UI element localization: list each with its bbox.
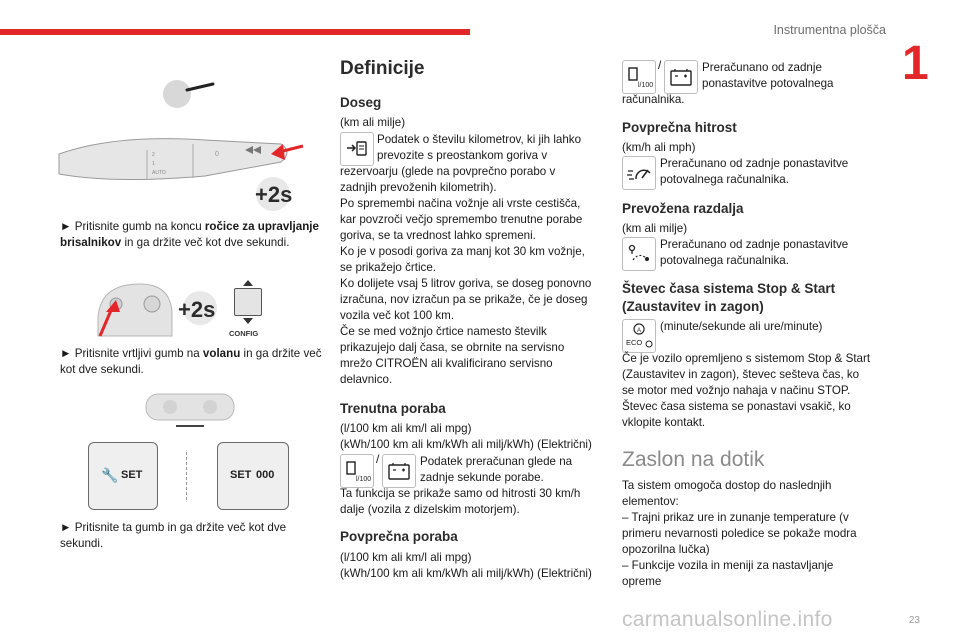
distance-desc2: potovalnega računalnika. — [660, 254, 789, 267]
instrument-cluster-illustration — [140, 390, 240, 430]
average-speed-heading: Povprečna hitrost — [622, 120, 737, 135]
average-speed-desc1: Preračunano od zadnje ponastavitve — [660, 157, 849, 170]
chapter-number: 1 — [902, 37, 929, 90]
stop-start-heading-1: Števec časa sistema Stop & Start — [622, 281, 836, 296]
section-title: Instrumentna plošča — [773, 23, 886, 37]
stop-start-unit: (minute/sekunde ali ure/minute) — [660, 320, 823, 333]
hold-2s-badge-b: +2s — [178, 297, 216, 322]
page-number: 23 — [908, 615, 920, 626]
wiper-stalk-illustration — [55, 72, 315, 212]
average-speed-unit: (km/h ali mph) — [622, 141, 696, 154]
steering-hub-shape — [163, 80, 191, 108]
arrow-up-icon — [243, 280, 253, 286]
svg-text:AUTO: AUTO — [152, 170, 166, 176]
svg-text:l/100: l/100 — [638, 82, 654, 89]
instruction-set-button: ► Pritisnite ta gumb in ga držite več kot dve sekundi. — [60, 521, 287, 550]
average-consumption-heading: Povprečna poraba — [340, 529, 458, 544]
set-000-display-illustration: SET 000 — [217, 442, 289, 510]
distance-desc1: Preračunano od zadnje ponastavitve — [660, 238, 849, 251]
instant-consumption-body: Ta funkcija se prikaže samo od hitrosti 30 km/h dalje (vozila z dizelskim motorjem). — [340, 487, 581, 516]
speedometer-icon — [622, 156, 656, 190]
fuel-per-100-icon — [622, 60, 656, 94]
battery-icon — [664, 60, 698, 94]
range-desc-line2: prevozite s preostankom goriva v — [377, 149, 548, 162]
avg-consumption-desc2: ponastavitve potovalnega — [702, 77, 834, 90]
fuel-per-100-icon — [340, 454, 374, 488]
icon-separator: / — [658, 58, 662, 72]
config-button-illustration — [233, 280, 263, 328]
range-icon — [340, 132, 374, 166]
touchscreen-heading: Zaslon na dotik — [622, 448, 765, 471]
instruction-steering: ► Pritisnite vrtljivi gumb na volanu in ga držite več kot dve sekundi. — [60, 347, 322, 376]
header-accent-bar — [0, 29, 470, 35]
instant-consumption-desc2: zadnje sekunde porabe. — [420, 471, 544, 484]
average-consumption-unit2: (kWh/100 km ali km/kWh ali milj/kWh) (Električni) — [340, 567, 592, 580]
icon-separator: / — [376, 452, 380, 466]
stop-start-body: Če je vozilo opremljeno s sistemom Stop & Start (Zaustavitev in zagon), števec sešteva čas, ko se motor med vožnjo nahaja v načinu STOP. Števec časa sistema se ponastavi vsakič, ko vklopite kontakt. — [622, 352, 871, 429]
stop-start-timer-icon — [622, 319, 656, 353]
instant-consumption-unit1: (l/100 km ali km/l ali mpg) — [340, 422, 472, 435]
arrow-down-icon — [243, 318, 253, 324]
average-consumption-unit1: (l/100 km ali km/l ali mpg) — [340, 551, 472, 564]
svg-text:l/100: l/100 — [356, 476, 372, 483]
average-speed-desc2: potovalnega računalnika. — [660, 173, 789, 186]
instant-consumption-unit2: (kWh/100 km ali km/kWh ali milj/kWh) (Električni) — [340, 438, 592, 451]
distance-heading: Prevožena razdalja — [622, 201, 744, 216]
wrench-icon: 🔧 — [101, 467, 119, 483]
stop-start-heading-2: (Zaustavitev in zagon) — [622, 299, 764, 314]
config-label: CONFIG — [229, 329, 259, 338]
instruction-wiper: ► Pritisnite gumb na koncu ročice za upravljanje brisalnikov in ga držite več kot dve sekundi. — [60, 220, 319, 249]
svg-text:A: A — [637, 328, 642, 334]
svg-text:2: 2 — [152, 152, 155, 158]
range-desc-line1: Podatek o številu kilometrov, ki jih lahko — [377, 133, 582, 146]
watermark: carmanualsonline.info — [622, 608, 833, 631]
svg-text:1: 1 — [152, 161, 155, 167]
distance-unit: (km ali milje) — [622, 222, 688, 235]
range-heading: Doseg — [340, 95, 382, 110]
eco-label: ECO — [626, 338, 643, 347]
range-unit: (km ali milje) — [340, 116, 406, 129]
avg-consumption-desc3: računalnika. — [622, 93, 685, 106]
divider — [186, 452, 188, 500]
instant-consumption-desc1: Podatek preračunan glede na — [420, 455, 573, 468]
battery-icon — [382, 454, 416, 488]
range-desc-body: rezervoarju (glede na povprečno porabo v zadnjih prevoženih kilometrih). Po spremembi načina vožnje ali vrste cestišča, kar povzroči večjo spremembo trenutne porabe goriva, se ta vrednost lahko spremeni. Ko je v posodi goriva za manj kot 30 km vožnje, se prikažejo črtice. Ko dolijete vsaj 5 litrov goriva, se doseg ponovno izračuna, nov izračun pa se prikaže, če je doseg vozila več kot 100 km. Če se med vožnjo črtice namesto številk prikazujejo dalj časa, se obrnite na servisno mrežo CITROËN ali kvalificirano servisno delavnico. — [340, 165, 592, 386]
hold-2s-badge-a: +2s — [255, 182, 293, 207]
svg-text:0: 0 — [215, 151, 219, 158]
definitions-title: Definicije — [340, 58, 425, 79]
touchscreen-body: Ta sistem omogoča dostop do naslednjih elementov: – Trajni prikaz ure in zunanje temperature (v primeru nevarnosti poledice se pokaže modra opozorilna lučka) – Funkcije vozila in meniji za nastavljanje opreme — [622, 479, 857, 588]
instant-consumption-heading: Trenutna poraba — [340, 401, 446, 416]
distance-travelled-icon — [622, 237, 656, 271]
avg-consumption-desc1: Preračunano od zadnje — [702, 61, 822, 74]
set-button-illustration: 🔧 SET — [88, 442, 158, 510]
